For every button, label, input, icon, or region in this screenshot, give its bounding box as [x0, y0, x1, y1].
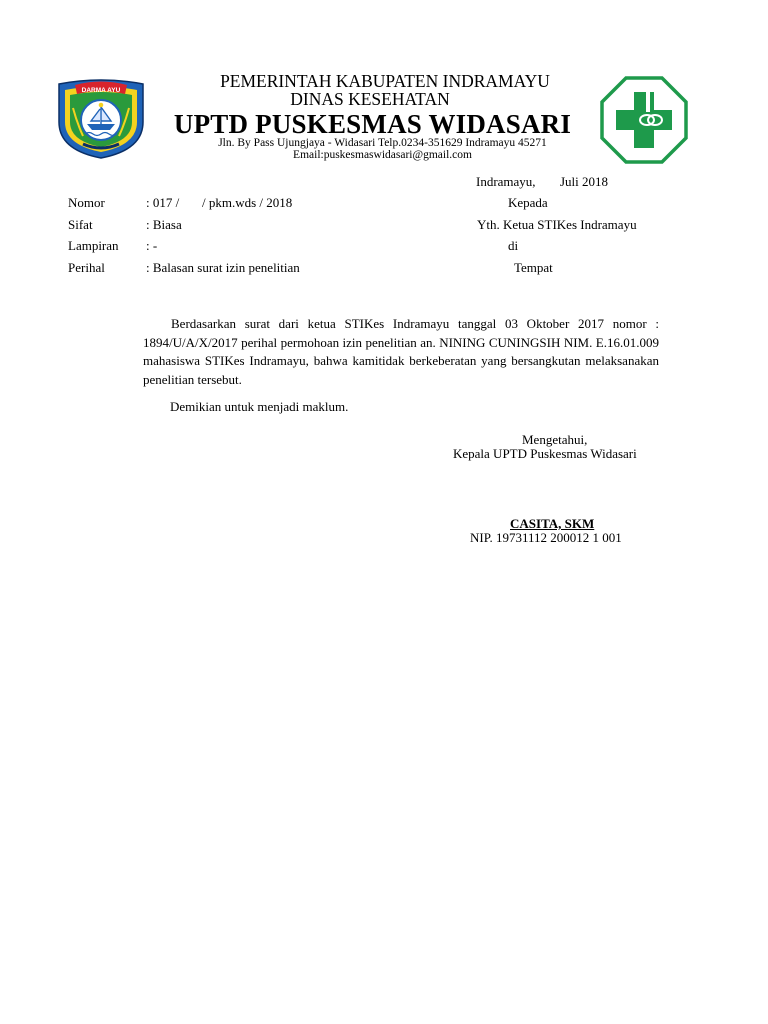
letterhead-department: DINAS KESEHATAN — [290, 89, 450, 109]
indramayu-emblem-logo — [55, 78, 147, 160]
meta-label-lampiran: Lampiran — [68, 238, 119, 253]
letterhead-email: Email:puskesmaswidasari@gmail.com — [293, 149, 472, 161]
signature-name: CASITA, SKM — [510, 516, 595, 531]
meta-value-perihal: : Balasan surat izin penelitian — [146, 260, 300, 275]
emblem-banner-text: DARMA AYU — [81, 87, 121, 94]
meta-value-nomor: : 017 / / pkm.wds / 2018 — [146, 195, 293, 210]
meta-label-perihal: Perihal — [68, 260, 105, 275]
body-paragraph-1: Berdasarkan surat dari ketua STIKes Indramayu tanggal 03 Oktober 2017 nomor : 1894/U/A/X/2017 perihal permohoan izin penelitian an. NINING CUNINGSIH NIM. E.16.01.009 mahasiswa STIKes Indramayu, bahwa kamitidak berkeberatan yang bersangkutan melaksanakan penelitian tersebut. — [143, 316, 659, 387]
meta-value-lampiran: : - — [146, 238, 158, 253]
letter-place: Indramayu, — [476, 174, 536, 189]
meta-value-sifat: : Biasa — [146, 217, 182, 232]
puskesmas-cross-logo — [600, 76, 688, 164]
meta-label-sifat: Sifat — [68, 217, 93, 232]
meta-label-nomor: Nomor — [68, 195, 105, 210]
letterhead-address: Jln. By Pass Ujungjaya - Widasari Telp.0234-351629 Indramayu 45271 — [218, 137, 547, 149]
signature-acknowledged: Mengetahui, — [522, 432, 588, 447]
body-paragraph-2: Demikian untuk menjadi maklum. — [170, 399, 349, 414]
letter-body — [143, 315, 659, 389]
recipient-di: di — [508, 238, 519, 253]
recipient-tempat: Tempat — [514, 260, 553, 275]
recipient-kepada: Kepada — [508, 195, 548, 210]
letterhead-title: UPTD PUSKESMAS WIDASARI — [173, 109, 572, 139]
letterhead-government: PEMERINTAH KABUPATEN INDRAMAYU — [220, 71, 550, 91]
letter-date: Juli 2018 — [560, 174, 609, 189]
signature-position: Kepala UPTD Puskesmas Widasari — [453, 446, 637, 461]
recipient-yth: Yth. Ketua STIKes Indramayu — [477, 217, 637, 232]
signature-nip: NIP. 19731112 200012 1 001 — [470, 530, 622, 545]
